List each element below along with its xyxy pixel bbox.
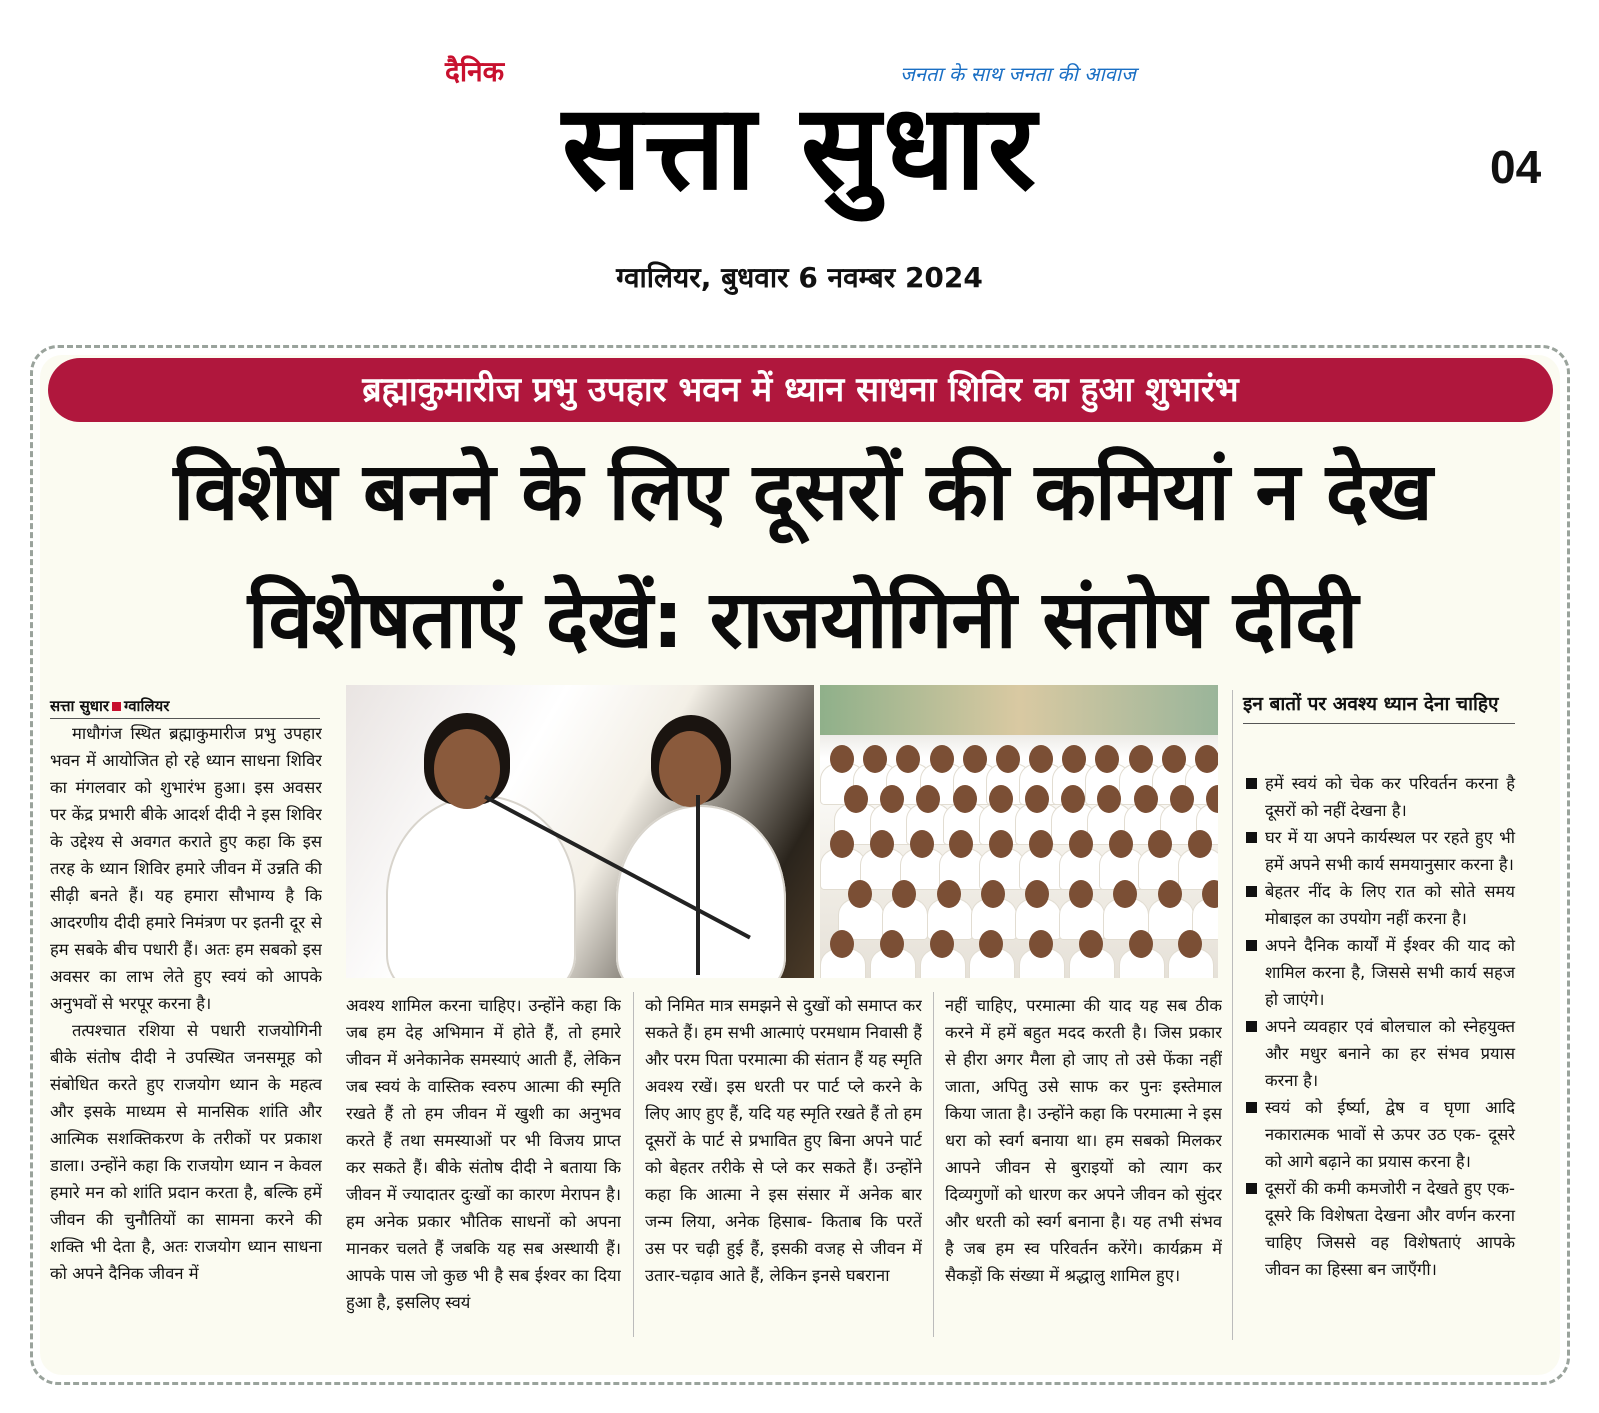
sidebar-title: इन बातों पर अवश्य ध्यान देना चाहिए [1243, 690, 1515, 724]
audience-person-head [844, 785, 868, 813]
audience-person-head [1079, 930, 1103, 958]
audience-photo [820, 685, 1218, 978]
article-column-4: नहीं चाहिए, परमात्मा की याद यह सब ठीक करने में हमें बहुत मदद करती है। जिस प्रकार से हीरा अगर मैला हो जाए तो उसे फेंका नहीं जाता, अपितु उसे साफ कर पुनः इस्तेमाल किया जाता है। उन्होंने कहा कि परमात्मा ने इस धरा को स्वर्ग बनाया था। हम सबको मिलकर आपने जीवन से बुराइयों को त्याग कर दिव्यगुणों को धारण कर अपने जीवन को सुंदर और धरती को स्वर्ग बनाना है। यह तभी संभव है जब हम स्व परिवर्तन करेंगे। कार्यक्रम में सैकड़ों कि संख्या में श्रद्धालु शामिल हुए। [945, 996, 1222, 1285]
sidebar-item: स्वयं को ईर्ष्या, द्वेष व घृणा आदि नकारात्मक भावों से ऊपर उठ एक- दूसरे को आगे बढ़ाने का प्रयास करना है। [1243, 1094, 1515, 1175]
audience-person-head [930, 745, 954, 773]
audience-person-head [953, 785, 977, 813]
audience-person-head [1129, 745, 1153, 773]
byline [50, 696, 320, 719]
headline-line-1: विशेष बनने के लिए दूसरों की कमियां न देख [173, 445, 1432, 538]
audience-person-head [963, 745, 987, 773]
audience-person-head [1025, 880, 1049, 908]
audience-person-head [910, 830, 934, 858]
speaker-figure-left [386, 795, 576, 978]
dateline: ग्वालियर, बुधवार 6 नवम्बर 2024 [616, 261, 983, 294]
audience-person-head [1162, 745, 1186, 773]
column-divider [933, 992, 934, 1337]
audience-person-head [863, 745, 887, 773]
byline-source: सत्ता सुधार [50, 697, 109, 715]
headline-line-2: विशेषताएं देखें: राजयोगिनी संतोष दीदी [247, 573, 1358, 666]
audience-person-head [1158, 880, 1182, 908]
audience-person-head [1134, 785, 1158, 813]
sidebar-item: हमें स्वयं को चेक कर परिवर्तन करना है दूसरों को नहीं देखना है। [1243, 770, 1515, 824]
audience-person-head [1025, 785, 1049, 813]
article-paragraph-1: माधौगंज स्थित ब्रह्माकुमारीज प्रभु उपहार भवन में आयोजित हो रहे ध्यान साधना शिविर का मंगलवार को शुभारंभ हुआ। इस अवसर पर केंद्र प्रभारी बीके आदर्श दीदी ने इस शिविर के उद्देश्य से अवगत कराते हुए कहा कि इस तरह के ध्यान शिविर हमारे जीवन में उन्नति की सीढ़ी बनते हैं। यह हमारा सौभाग्य है कि आदरणीय दीदी हमारे निमंत्रण पर इतनी दूर से हम सबके बीच पधारी हैं। अतः हम सबको इस अवसर का लाभ लेते हुए स्वयं को आपके अनुभवों से भरपूर करना है। [50, 724, 322, 1013]
audience-person-head [1195, 745, 1218, 773]
audience-person-head [830, 930, 854, 958]
audience-person-head [1029, 830, 1053, 858]
masthead-tagline: जनता के साथ जनता की आवाज [900, 62, 1136, 86]
audience-person-head [848, 880, 872, 908]
page-number: 04 [1490, 141, 1542, 193]
audience-person-head [930, 930, 954, 958]
sidebar-item: घर में या अपने कार्यस्थल पर रहते हुए भी हमें अपने सभी कार्य समयानुसार करना है। [1243, 824, 1515, 878]
audience-person-head [830, 830, 854, 858]
audience-person-head [1062, 745, 1086, 773]
audience-person-head [1061, 785, 1085, 813]
audience-backdrop [820, 685, 1218, 735]
speaker-head-right [659, 731, 721, 807]
microphone-pole [696, 795, 700, 975]
audience-person-head [981, 880, 1005, 908]
audience-person-head [1129, 930, 1153, 958]
sidebar-list [1243, 770, 1515, 1283]
audience-person-head [989, 785, 1013, 813]
article-column-1 [50, 720, 322, 1345]
column-divider [633, 992, 634, 1337]
audience-person-head [1170, 785, 1194, 813]
article-column-3: को निमित मात्र समझने से दुखों को समाप्त कर सकते हैं। हम सभी आत्माएं परमधाम निवासी हैं और परम पिता परमात्मा की संतान हैं यह स्मृति अवश्य रखें। इस धरती पर पार्ट प्ले करने के लिए आए हुए हैं, यदि यह स्मृति रखते हैं तो हम दूसरों के पार्ट से प्रभावित हुए बिना अपने पार्ट को बेहतर तरीके से प्ले कर सकते हैं। उन्होंने कहा कि आत्मा ने इस संसार में अनेक बार जन्म लिया, अनेक हिसाब- किताब कि परतें उस पर चढ़ी हुई हैं, इसकी वजह से जीवन में उतार-चढ़ाव आते हैं, लेकिन इनसे घबराना [645, 996, 922, 1285]
masthead-dainik: दैनिक [445, 55, 505, 88]
audience-person-head [880, 930, 904, 958]
sidebar-item: अपने व्यवहार एवं बोलचाल को स्नेहयुक्त और मधुर बनाने का हर संभव प्रयास करना है। [1243, 1013, 1515, 1094]
audience-person-head [1109, 830, 1133, 858]
sidebar-divider [1232, 690, 1233, 1340]
audience-person-head [1029, 745, 1053, 773]
article-kicker: ब्रह्माकुमारीज प्रभु उपहार भवन में ध्यान साधना शिविर का हुआ शुभारंभ [48, 358, 1553, 422]
audience-person-head [996, 745, 1020, 773]
audience-person-head [1069, 830, 1093, 858]
article-column-2: अवश्य शामिल करना चाहिए। उन्होंने कहा कि जब हम देह अभिमान में होते हैं, तो हमारे जीवन में अनेकानेक समस्याएं आती हैं, लेकिन जब स्वयं के वास्तिक स्वरुप आत्मा की स्मृति रखते हैं तो हम जीवन में खुशी का अनुभव करते हैं तथा समस्याओं पर भी विजय प्राप्त कर सकते हैं। बीके संतोष दीदी ने बताया कि जीवन में ज्यादातर दुःखों का कारण मेरापन है। हम अनेक प्रकार भौतिक साधनों को अपना मानकर चलते हैं जबकि यह सब अस्थायी हैं। आपके पास जो कुछ भी है सब ईश्वर का दिया हुआ है, इसलिए स्वयं [346, 996, 621, 1312]
sidebar-item: बेहतर नींद के लिए रात को सोते समय मोबाइल का उपयोग नहीं करना है। [1243, 878, 1515, 932]
masthead-title: सत्ता सुधार [561, 78, 1039, 216]
byline-square-icon [112, 702, 121, 711]
audience-person-head [937, 880, 961, 908]
sidebar-item: दूसरों की कमी कमजोरी न देखते हुए एक- दूसरे कि विशेषता देखना और वर्णन करना चाहिए जिससे वह विशेषताएं आपके जीवन का हिस्सा बन जाएँगी। [1243, 1175, 1515, 1283]
sidebar-item: अपने दैनिक कार्यों में ईश्वर की याद को शामिल करना है, जिससे सभी कार्य सहज हो जाएंगे। [1243, 932, 1515, 1013]
audience-person-head [1029, 930, 1053, 958]
speaker-photo [346, 685, 814, 978]
speaker-figure-right [616, 805, 786, 978]
audience-person-head [870, 830, 894, 858]
article-paragraph-2: तत्पश्चात रशिया से पधारी राजयोगिनी बीके संतोष दीदी ने उपस्थित जनसमूह को संबोधित करते हुए राजयोग ध्यान के महत्व और इसके माध्यम से मानसिक शांति और आत्मिक सशक्तिकरण के तरीकों पर प्रकाश डाला। उन्होंने कहा कि राजयोग ध्यान न केवल हमारे मन को शांति प्रदान करता है, बल्कि हमें जीवन की चुनौतियों का सामना करने की शक्ति भी देता है, अतः राजयोग ध्यान साधना को अपने दैनिक जीवन में [50, 1021, 322, 1283]
byline-place: ग्वालियर [124, 697, 170, 715]
audience-person-head [830, 745, 854, 773]
